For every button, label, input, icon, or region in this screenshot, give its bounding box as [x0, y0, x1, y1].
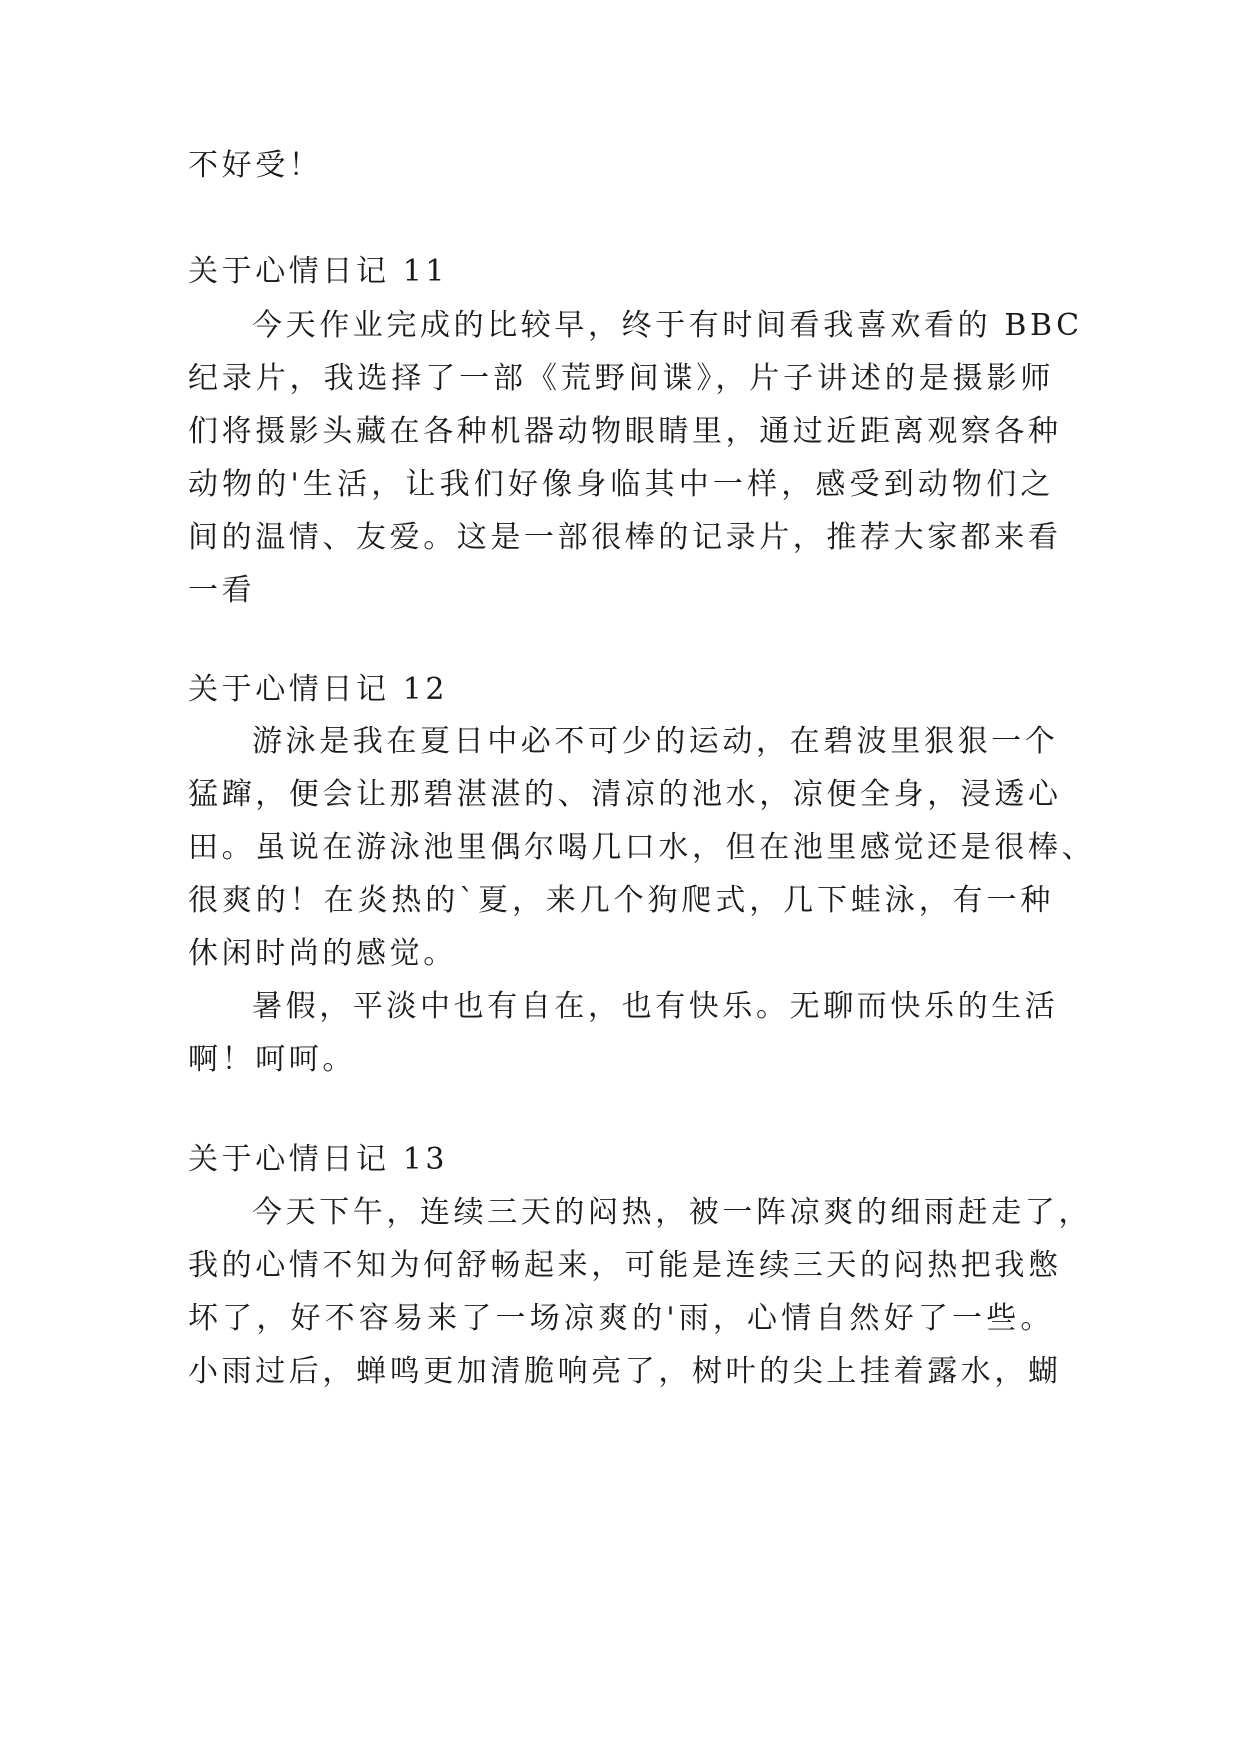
body-line: 我的心情不知为何舒畅起来，可能是连续三天的闷热把我憋 — [188, 1248, 1062, 1283]
body-line: 动物的'生活，让我们好像身临其中一样，感受到动物们之 — [188, 467, 1054, 502]
body-line: 间的温情、友爱。这是一部很棒的记录片，推荐大家都来看 — [188, 520, 1062, 555]
body-line: 田。虽说在游泳池里偶尔喝几口水，但在池里感觉还是很棒、 — [188, 830, 1096, 865]
body-line: 纪录片，我选择了一部《荒野间谍》，片子讲述的是摄影师 — [188, 361, 1054, 396]
paragraph-fragment: 不好受！ — [188, 148, 323, 183]
body-line: 猛蹿，便会让那碧湛湛的、清凉的池水，凉便全身，浸透心 — [188, 777, 1062, 812]
entry-title: 关于心情日记 12 — [188, 672, 449, 707]
body-line: 今天下午，连续三天的闷热，被一阵凉爽的细雨赶走了， — [252, 1195, 1092, 1230]
body-line: 小雨过后，蝉鸣更加清脆响亮了，树叶的尖上挂着露水，蝴 — [188, 1354, 1062, 1389]
body-line: 游泳是我在夏日中必不可少的运动，在碧波里狠狠一个 — [252, 724, 1059, 759]
body-line: 们将摄影头藏在各种机器动物眼睛里，通过近距离观察各种 — [188, 414, 1062, 449]
body-line: 休闲时尚的感觉。 — [188, 936, 457, 971]
entry-title: 关于心情日记 11 — [188, 254, 449, 289]
body-line: 很爽的！在炎热的`夏，来几个狗爬式，几下蛙泳，有一种 — [188, 883, 1054, 918]
body-line: 啊！呵呵。 — [188, 1042, 356, 1077]
body-line: 一看 — [188, 573, 256, 608]
entry-title: 关于心情日记 13 — [188, 1142, 449, 1177]
body-line: 暑假，平淡中也有自在，也有快乐。无聊而快乐的生活 — [252, 989, 1059, 1024]
body-line: 坏了，好不容易来了一场凉爽的'雨，心情自然好了一些。 — [188, 1301, 1054, 1336]
body-line: 今天作业完成的比较早，终于有时间看我喜欢看的 BBC — [252, 308, 1083, 343]
